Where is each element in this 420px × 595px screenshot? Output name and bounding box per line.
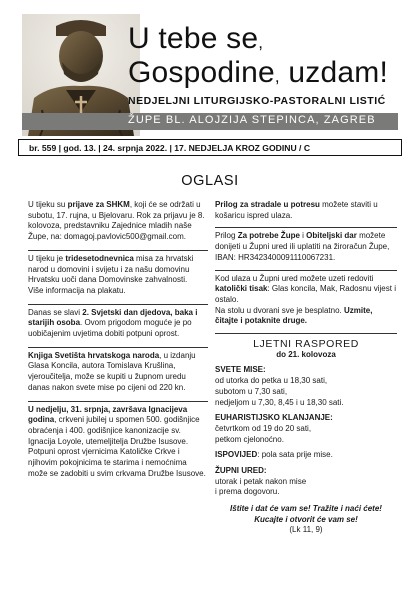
quote-line1: Ištite i dat će vam se! Tražite i naći ćete! bbox=[230, 504, 382, 514]
office-line: utorak i petak nakon mise bbox=[215, 476, 307, 486]
announcement-text: U tijeku je bbox=[28, 253, 66, 263]
announcement-bold-text: tridesetodnevnica bbox=[65, 253, 134, 263]
announcement-text: možete donijeti u Župni ured ili uplatiti na žiroračun Župe, IBAN: HR3423400091110067231. bbox=[215, 231, 390, 262]
announcement-bold-text: Prilog za stradale u potresu bbox=[215, 200, 320, 209]
announcement-block bbox=[215, 200, 397, 221]
announcement-text: , u izdanju Glasa Koncila, autora Tomislava Krušlina, vjeroučitelja, može se kupiti u župnom uredu danas nakon svete mise po cijeni od 220 kn. bbox=[28, 350, 196, 392]
confession-label: ISPOVIJED bbox=[215, 450, 258, 460]
masthead bbox=[0, 0, 420, 160]
confession-block bbox=[215, 450, 397, 461]
parish-office-block bbox=[215, 466, 397, 498]
quote-reference: (Lk 11, 9) bbox=[289, 525, 323, 535]
adoration-line: četvrtkom od 19 do 20 sati, bbox=[215, 423, 312, 433]
announcement-bold-text: prijave za SHKM bbox=[67, 200, 130, 209]
announcement-text: . Ovom prigodom moguće je po uobičajenim uvjetima dobiti potpuni oprost. bbox=[28, 318, 192, 339]
office-line: i prema dogovoru. bbox=[215, 487, 280, 497]
masses-line: subotom u 7,30 sati, bbox=[215, 386, 288, 396]
parish-band-text: ŽUPE BL. ALOJZIJA STEPINCA, ZAGREB bbox=[128, 114, 376, 126]
announcement-bold-text: Za potrebe Župe bbox=[237, 231, 300, 241]
masses-line: od utorka do petka u 18,30 sati, bbox=[215, 376, 328, 386]
office-label: ŽUPNI URED: bbox=[215, 466, 267, 476]
announcement-block bbox=[28, 401, 208, 480]
announcement-text: Potpuni oprost vjernicima Katoličke Crkve i njihovim pokojnicima te starima i nemoćnima može se zadobiti u svim crkvama Družbe Isusove. bbox=[28, 447, 206, 478]
announcement-text: , crkveni jubilej u spomen 500. godišnjice obraćenja i 400. godišnjice kanonizacije sv. Ignacija Loyole, utemeljitelja Družbe Isusove. bbox=[28, 415, 200, 446]
adoration-block bbox=[215, 413, 397, 445]
announcement-text: Danas se slavi bbox=[28, 307, 83, 317]
announcement-block bbox=[28, 347, 208, 394]
schedule-date: do 21. kolovoza bbox=[276, 349, 336, 359]
announcement-text: Prilog bbox=[215, 231, 238, 241]
adoration-label: EUHARISTIJSKO KLANJANJE: bbox=[215, 413, 333, 423]
announcement-bold-text: katolički tisak bbox=[215, 284, 268, 294]
masthead-subtitle: NEDJELJNI LITURGIJSKO-PASTORALNI LISTIĆ bbox=[128, 95, 386, 107]
announcement-text: i bbox=[299, 231, 307, 241]
announcement-text: misa za hrvatski narod u domovini i svijetu i za našu domovinu Hrvatsku uoči dana Domovinske zahvalnosti. bbox=[28, 253, 194, 285]
announcement-block bbox=[215, 270, 397, 328]
announcement-block bbox=[28, 200, 208, 243]
announcement-bold-text: U nedjelju, 31. srpnja, završava Ignacijeva godina bbox=[28, 404, 188, 425]
announcement-text: možete staviti u košaricu ispred ulaza. bbox=[215, 200, 378, 220]
right-announcements-column bbox=[215, 200, 397, 536]
announcement-text: U tijeku su bbox=[28, 200, 68, 209]
masthead-title-line2: Gospodine, uzdam! bbox=[128, 56, 388, 89]
masses-line: nedjeljom u 7,30, 8,45 i u 18,30 sati. bbox=[215, 397, 344, 407]
confession-text: : pola sata prije mise. bbox=[257, 450, 333, 460]
announcement-text: , koji će se održati u subotu, 17. rujna, u Bjelovaru. Rok za prijavu je 8. kolovoza, predstavniku Zajednice mladih naše Župe, na: domagoj.pavlovic500@gmail.com. bbox=[28, 200, 205, 242]
issue-info-bar: br. 559 | god. 13. | 24. srpnja 2022. | 17. NEDJELJA KROZ GODINU / C bbox=[18, 139, 402, 156]
quote-line2: Kucajte i otvorit će vam se! bbox=[254, 514, 358, 524]
summer-schedule bbox=[215, 333, 397, 498]
announcement-text: Na stolu u dvorani sve je besplatno. bbox=[215, 305, 344, 315]
announcement-block bbox=[28, 250, 208, 297]
announcement-block bbox=[215, 227, 397, 263]
masses-label: SVETE MISE: bbox=[215, 365, 266, 375]
announcement-bold-text: Obiteljski dar bbox=[306, 231, 357, 241]
announcement-text: Kod ulaza u Župni ured možete uzeti redoviti bbox=[215, 273, 374, 283]
announcement-block bbox=[28, 304, 208, 340]
section-title: OGLASI bbox=[181, 173, 239, 189]
announcement-bold-text: Knjiga Svetišta hrvatskoga naroda bbox=[28, 350, 160, 360]
announcement-bold-text: Uzmite, čitajte i potaknite druge. bbox=[215, 305, 373, 326]
masses-block bbox=[215, 365, 397, 408]
schedule-title: LJETNI RASPORED bbox=[253, 338, 359, 351]
bible-quote bbox=[215, 504, 397, 536]
adoration-line: petkom cjelonoćno. bbox=[215, 434, 284, 444]
announcement-bold-text: 2. Svjetski dan djedova, baka i starijih osoba bbox=[28, 307, 198, 328]
announcement-text: Više informacija na plakatu. bbox=[28, 285, 126, 295]
masthead-title-line1: U tebe se, bbox=[128, 22, 264, 55]
left-announcements-column bbox=[28, 200, 208, 486]
announcement-text: : Glas koncila, Mak, Radosnu vijest i ostalo. bbox=[215, 284, 396, 304]
